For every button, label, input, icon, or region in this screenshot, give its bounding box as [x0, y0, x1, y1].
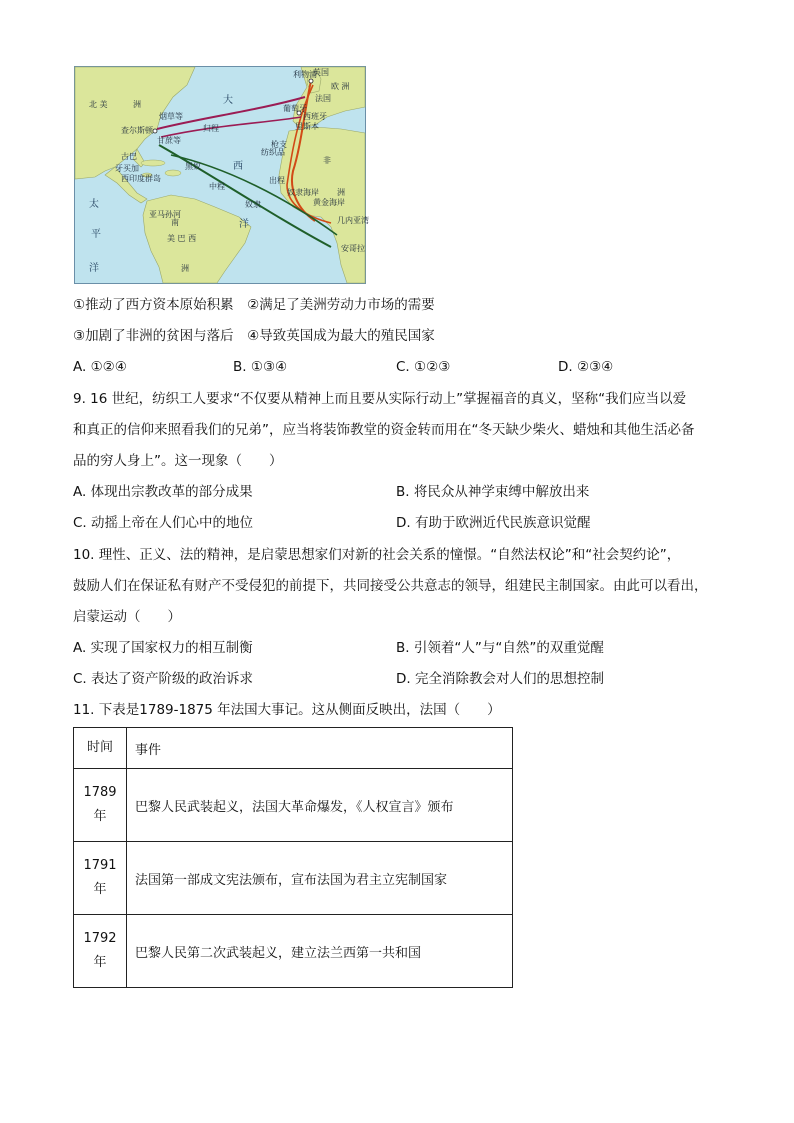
q8-option-d[interactable]: D. ②③④ — [558, 359, 614, 375]
q11-stem: 11. 下表是1789-1875 年法国大事记。这从侧面反映出，法国（ ） — [73, 702, 501, 718]
label-products6: 纺织品 — [261, 148, 285, 157]
label-products2: 甘蔗等 — [157, 136, 181, 145]
liverpool-marker — [309, 79, 313, 83]
q10-option-a[interactable]: A. 实现了国家权力的相互制衡 — [73, 640, 253, 656]
label-zhou-af: 洲 — [337, 188, 345, 197]
q9-option-b[interactable]: B. 将民众从神学束缚中解放出来 — [396, 484, 590, 500]
row-year: 1792 — [83, 931, 117, 946]
q10-stem-line-2: 鼓励人们在保证私有财产不受侵犯的前提下，共同接受公共意志的领导，组建民主制国家。由此可以看出， — [73, 578, 708, 594]
label-da: 大 — [223, 95, 233, 106]
row-event: 巴黎人民武装起义，法国大革命爆发，《人权宣言》颁布 — [127, 769, 513, 842]
q8-option-b[interactable]: B. ①③④ — [233, 359, 288, 375]
label-africa: 非 — [323, 156, 331, 165]
table-header-row — [74, 728, 513, 769]
label-outbound: 出程 — [269, 176, 285, 185]
label-zhou1: 洲 — [133, 100, 141, 109]
label-products3: 枪支 — [271, 140, 287, 149]
q8-option-a[interactable]: A. ①②④ — [73, 359, 127, 375]
q9-stem-line-1: 9. 16 世纪，纺织工人要求“不仅要从精神上而且要从实际行动上”掌握福音的真义，坚称“我们应当以爱 — [73, 391, 687, 407]
q9-stem-line-2: 和真正的信仰来照看我们的兄弟”，应当将装饰教堂的资金转而用在“冬天缺少柴火、蜡烛和其他生活必备 — [73, 422, 695, 438]
triangular-trade-map — [74, 66, 369, 284]
q10-stem-line-3: 启蒙运动（ ） — [73, 609, 181, 625]
label-angola: 安哥拉 — [341, 244, 365, 253]
row-year-unit: 年 — [93, 882, 107, 897]
q10-option-b[interactable]: B. 引领着“人”与“自然”的双重觉醒 — [396, 640, 604, 656]
row-event: 巴黎人民第二次武装起义，建立法兰西第一共和国 — [127, 915, 513, 988]
label-yang2: 洋 — [89, 263, 99, 274]
label-middle-route: 中程 — [209, 182, 225, 191]
charleston-marker — [153, 129, 157, 133]
label-xi: 西 — [233, 161, 243, 172]
label-liverpool: 利物浦 — [293, 70, 317, 79]
map-graphic — [75, 67, 369, 283]
q8-statement-1: ①推动了西方资本原始积累 ②满足了美洲劳动力市场的需要 — [73, 297, 435, 313]
label-jamaica: 牙买加 — [115, 164, 139, 173]
q8-option-c[interactable]: C. ①②③ — [396, 359, 451, 375]
q9-option-d[interactable]: D. 有助于欧洲近代民族意识觉醒 — [396, 515, 591, 531]
row-year-cell — [74, 842, 127, 915]
label-gold-coast: 黄金海岸 — [313, 198, 345, 207]
label-products5: 黑奴 — [185, 162, 201, 171]
label-south: 南 — [171, 218, 179, 227]
q9-option-a[interactable]: A. 体现出宗教改革的部分成果 — [73, 484, 253, 500]
label-france: 法国 — [315, 94, 331, 103]
label-spain: 西班牙 — [303, 112, 327, 121]
label-west-indies: 西印度群岛 — [121, 174, 161, 183]
label-charleston: 查尔斯顿 — [121, 126, 153, 135]
table-row — [74, 769, 513, 842]
row-year-cell — [74, 915, 127, 988]
q8-statement-2: ③加剧了非洲的贫困与落后 ④导致英国成为最大的殖民国家 — [73, 328, 435, 344]
q10-option-d[interactable]: D. 完全消除教会对人们的思想控制 — [396, 671, 604, 687]
row-year-cell — [74, 769, 127, 842]
q10-option-c[interactable]: C. 表达了资产阶级的政治诉求 — [73, 671, 254, 687]
hispaniola-island — [165, 170, 181, 176]
label-tai: 太 — [89, 199, 99, 210]
row-year-unit: 年 — [93, 809, 107, 824]
header-event: 事件 — [127, 728, 513, 769]
label-lisbon: 里斯本 — [295, 122, 319, 131]
label-products4: 奴隶 — [245, 200, 261, 209]
table-row — [74, 915, 513, 988]
q10-stem-line-1: 10. 理性、正义、法的精神，是启蒙思想家们对新的社会关系的憧憬。“自然法权论”和“社会契约论”， — [73, 547, 681, 563]
label-ping: 平 — [91, 229, 101, 240]
label-europe: 欧 洲 — [331, 82, 350, 91]
label-return-route: 归程 — [203, 124, 219, 133]
q9-stem-line-3: 品的穷人身上”。这一现象（ ） — [73, 453, 283, 469]
cuba-island — [141, 160, 165, 166]
table-row — [74, 842, 513, 915]
label-cuba: 古巴 — [121, 152, 137, 161]
row-event: 法国第一部成文宪法颁布，宣布法国为君主立宪制国家 — [127, 842, 513, 915]
label-yang: 洋 — [239, 219, 249, 230]
label-zhou-sa: 洲 — [181, 264, 189, 273]
label-britain: 英国 — [313, 68, 329, 77]
label-guinea-bay: 几内亚湾 — [337, 216, 369, 225]
row-year: 1789 — [83, 785, 117, 800]
q9-option-c[interactable]: C. 动摇上帝在人们心中的地位 — [73, 515, 254, 531]
label-portugal: 葡萄牙 — [283, 104, 307, 113]
label-amazon: 亚马孙河 — [149, 210, 181, 219]
header-time: 时间 — [74, 728, 127, 769]
row-year-unit: 年 — [93, 955, 107, 970]
events-table — [73, 727, 513, 988]
row-year: 1791 — [83, 858, 117, 873]
label-products1: 烟草等 — [159, 112, 183, 121]
label-north-america: 北 美 — [89, 100, 108, 109]
label-slave-coast: 奴隶海岸 — [287, 188, 319, 197]
label-brazil: 美 巴 西 — [167, 234, 197, 243]
